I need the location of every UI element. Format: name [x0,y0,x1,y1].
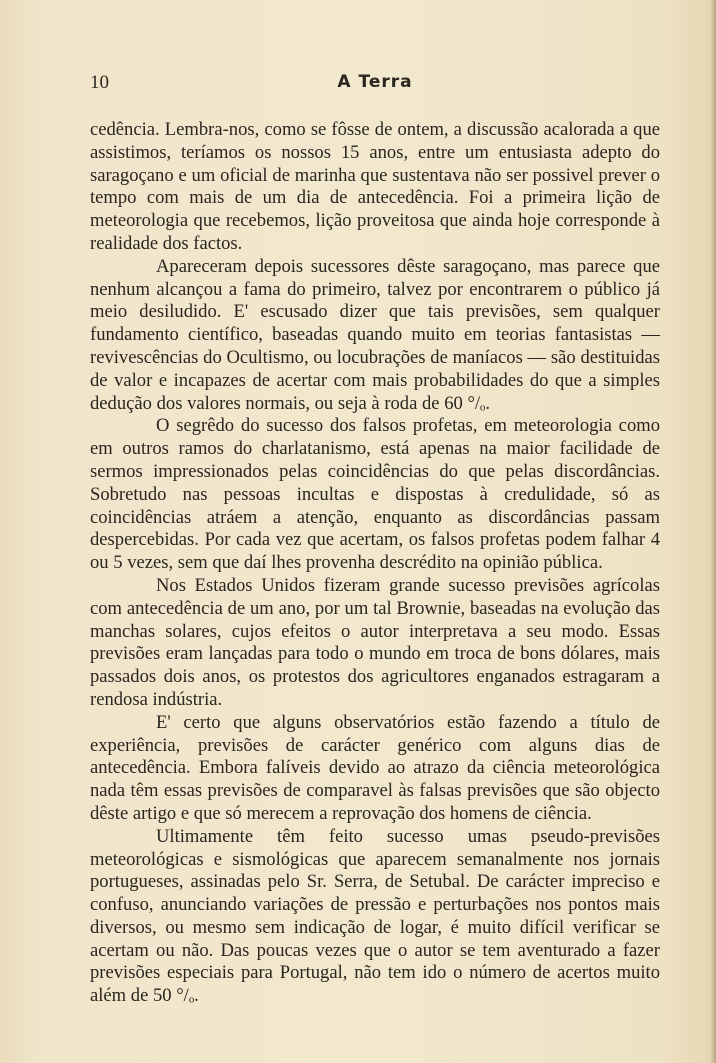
paragraph: Nos Estados Unidos fizeram grande sucesso previsões agrícolas com antecedência de um ano, por um tal Brownie, baseadas na evolução das manchas solares, cujos efeitos o autor interpretava a seu modo. Essas previsões eram lançadas para todo o mundo em troca de bons dólares, mais passados dois anos, os protestos dos agricultores enganados estragaram a rendosa indústria. [90,574,660,710]
paragraph-continuation: cedência. Lembra-nos, como se fôsse de ontem, a discussão acalorada a que assistimos, teríamos os nossos 15 anos, entre um entusiasta adepto do saragoçano e um oficial de marinha que sustentava não ser possivel prever o tempo com mais de um dia de antecedência. Foi a primeira lição de meteorologia que recebemos, lição proveitosa que ainda hoje corresponde à realidade dos factos. [90,119,660,254]
page-header [90,72,660,96]
page-edge-shadow [710,0,716,1063]
paragraph: Apareceram depois sucessores dêste saragoçano, mas parece que nenhum alcançou a fama do primeiro, talvez por encontrarem o público já meio desiludido. E' escusado dizer que tais previsões, sem qualquer fundamento científico, baseadas quando muito em teorias fantasistas — revivescências do Ocultismo, ou locubrações de maníacos — são destituidas de valor e incapazes de acertar com mais probabilidades do que a simples dedução dos valores normais, ou seja à roda de 60 °/ₒ. [90,255,660,414]
running-title: A Terra [337,72,413,92]
paragraph: Ultimamente têm feito sucesso umas pseudo-previsões meteorológicas e sismológicas que aparecem semanalmente nos jornais portugueses, assinadas pelo Sr. Serra, de Setubal. De carácter impreciso e confuso, anunciando variações de pressão e perturbações nos pontos mais diversos, ou mesmo sem indicação de logar, é muito difícil verificar se acertam ou não. Das poucas vezes que o autor se tem aventurado a fazer previsões especiais para Portugal, não tem ido o número de acertos muito além de 50 °/ₒ. [90,825,660,1007]
page-number: 10 [90,72,109,93]
paragraph: O segrêdo do sucesso dos falsos profetas, em meteorologia como em outros ramos do charlatanismo, está apenas na maior facilidade de sermos impressionados pelas coincidências do que pelas discordâncias. Sobretudo nas pessoas incultas e dispostas à credulidade, só as coincidências atráem a atenção, enquanto as discordâncias passam despercebidas. Por cada vez que acertam, os falsos profetas podem falhar 4 ou 5 vezes, sem que daí lhes provenha descrédito na opinião pública. [90,415,660,574]
body-text [90,119,660,1008]
paragraph: E' certo que alguns observatórios estão fazendo a título de experiência, previsões de carácter genérico com alguns dias de antecedência. Embora falíveis devido ao atrazo da ciência meteorológica nada têm essas previsões de comparavel às falsas previsões que são objecto dêste artigo e que só merecem a reprovação dos homens de ciência. [90,711,660,824]
